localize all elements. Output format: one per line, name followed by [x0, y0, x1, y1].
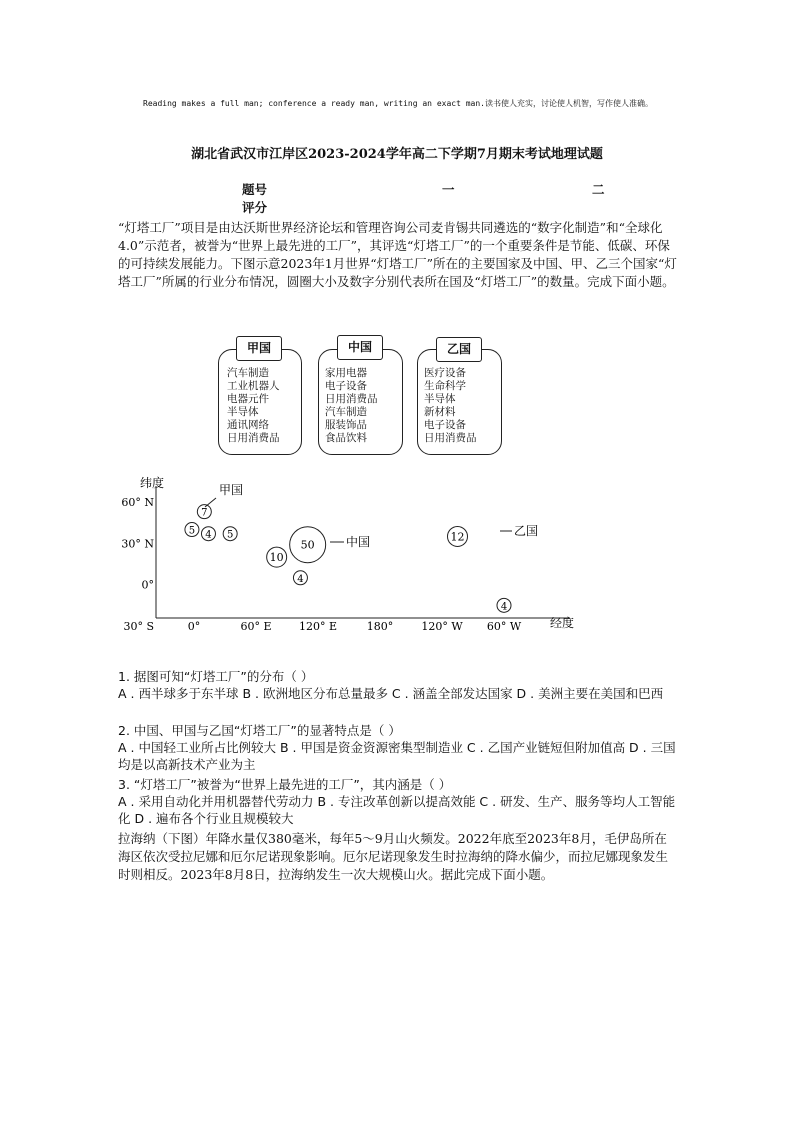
question-options: A . 西半球多于东半球 B . 欧洲地区分布总量最多 C . 涵盖全部发达国家 D . 美洲主要在美国和巴西 [118, 686, 664, 701]
score-header-label: 题号 [242, 182, 268, 197]
x-tick-label: 60° W [486, 620, 522, 633]
question-1 [118, 668, 678, 702]
industry-item: 生命科学 [424, 380, 466, 392]
score-col-2: 二 [592, 182, 605, 197]
y-tick-label: 60° N [121, 496, 154, 509]
industry-box-jia [218, 349, 302, 455]
industry-item: 服装饰品 [325, 419, 367, 431]
industry-item: 日用消费品 [424, 432, 477, 444]
x-tick-label: 0° [187, 620, 201, 633]
industry-list-jia [227, 367, 280, 445]
factory-count-label: 4 [500, 601, 508, 613]
question-stem: 3. “灯塔工厂”被誉为“世界上最先进的工厂”，其内涵是（ ） [118, 777, 452, 792]
factory-count-label: 10 [269, 551, 284, 565]
industry-item: 工业机器人 [227, 380, 280, 392]
score-table [242, 180, 612, 216]
country-tag-yi: 乙国 [436, 337, 482, 362]
factory-distribution-map [118, 470, 588, 640]
header-quote: Reading makes a full man; conference a ready man, writing an exact man.读书使人充实，讨论使人机智，写作使人准确。 [143, 99, 653, 108]
factory-count-label: 4 [205, 529, 212, 541]
factory-count-label: 5 [188, 525, 196, 537]
intro-paragraph: “灯塔工厂”项目是由达沃斯世界经济论坛和管理咨询公司麦肯锡共同遴选的“数字化制造”和“全球化4.0”示范者，被誉为“世界上最先进的工厂”，其评选“灯塔工厂”的一个重要条件是节能、低碳、环保的可持续发展能力。下图示意2023年1月世界“灯塔工厂”所在的主要国家及中国、甲、乙三个国家“灯塔工厂”所属的行业分布情况，圆圈大小及数字分别代表所在国及“灯塔工厂”的数量。完成下面小题。 [118, 220, 677, 289]
y-axis-label: 纬度 [140, 476, 165, 490]
industry-item: 电子设备 [325, 380, 367, 392]
y-tick-label: 30° N [121, 537, 154, 551]
industry-item: 半导体 [227, 406, 259, 418]
y-tick-label: 30° S [123, 620, 154, 633]
question-3 [118, 776, 678, 827]
industry-item: 新材料 [424, 406, 456, 418]
industry-box-china [318, 349, 403, 455]
industry-list-china [325, 367, 378, 445]
x-axis-label: 经度 [550, 616, 575, 630]
label-china: 中国 [346, 535, 371, 549]
industry-item: 食品饮料 [325, 432, 367, 444]
x-tick-label: 60° E [240, 620, 272, 633]
country-tag-jia: 甲国 [236, 336, 282, 361]
industry-item: 家用电器 [325, 367, 367, 379]
x-tick-label: 120° W [421, 620, 463, 633]
question-stem: 2. 中国、甲国与乙国“灯塔工厂”的显著特点是（ ） [118, 723, 401, 738]
industry-item: 通讯网络 [227, 419, 269, 431]
y-tick-label: 0° [141, 578, 154, 592]
lahaina-paragraph: 拉海纳（下图）年降水量仅380毫米，每年5～9月山火频发。2022年底至2023年8月，毛伊岛所在海区依次受拉尼娜和厄尔尼诺现象影响。厄尔尼诺现象发生时拉海纳的降水偏少，而拉尼娜现象发生时则相反。2023年8月8日，拉海纳发生一次大规模山火。据此完成下面小题。 [118, 831, 669, 882]
industry-item: 日用消费品 [325, 393, 378, 405]
question-options: A . 中国轻工业所占比例较大 B . 甲国是资金资源密集型制造业 C . 乙国产业链短但附加值高 D . 三国均是以高新技术产业为主 [118, 740, 676, 772]
industry-item: 半导体 [424, 393, 456, 405]
industry-box-yi [417, 349, 502, 455]
industry-item: 日用消费品 [227, 432, 280, 444]
score-row-label: 评分 [242, 200, 268, 215]
factory-count-label: 4 [297, 573, 304, 585]
industry-item: 电器元件 [227, 393, 269, 405]
factory-count-label: 12 [450, 530, 465, 544]
label-yi: 乙国 [514, 524, 539, 538]
question-stem: 1. 据图可知“灯塔工厂”的分布（ ） [118, 669, 314, 684]
industry-item: 电子设备 [424, 419, 466, 431]
page-title: 湖北省武汉市江岸区2023-2024学年高二下学期7月期末考试地理试题 [191, 147, 603, 162]
x-tick-label: 180° [366, 620, 394, 633]
industry-item: 医疗设备 [424, 367, 466, 379]
x-tick-label: 120° E [298, 620, 338, 633]
industry-item: 汽车制造 [325, 406, 367, 418]
jia-leader-line [205, 498, 216, 507]
score-col-1: 一 [442, 182, 455, 197]
question-2 [118, 722, 678, 773]
factory-count-label: 5 [226, 529, 234, 541]
question-options: A . 采用自动化并用机器替代劳动力 B . 专注改革创新以提高效能 C . 研发、生产、服务等均人工智能化 D . 遍布各个行业且规模较大 [118, 794, 676, 826]
factory-count-label: 50 [300, 538, 315, 552]
industry-list-yi [424, 367, 477, 445]
factory-count-label: 7 [201, 507, 208, 519]
label-jia: 甲国 [219, 483, 244, 497]
industry-item: 汽车制造 [227, 367, 269, 379]
country-tag-china: 中国 [337, 335, 383, 360]
